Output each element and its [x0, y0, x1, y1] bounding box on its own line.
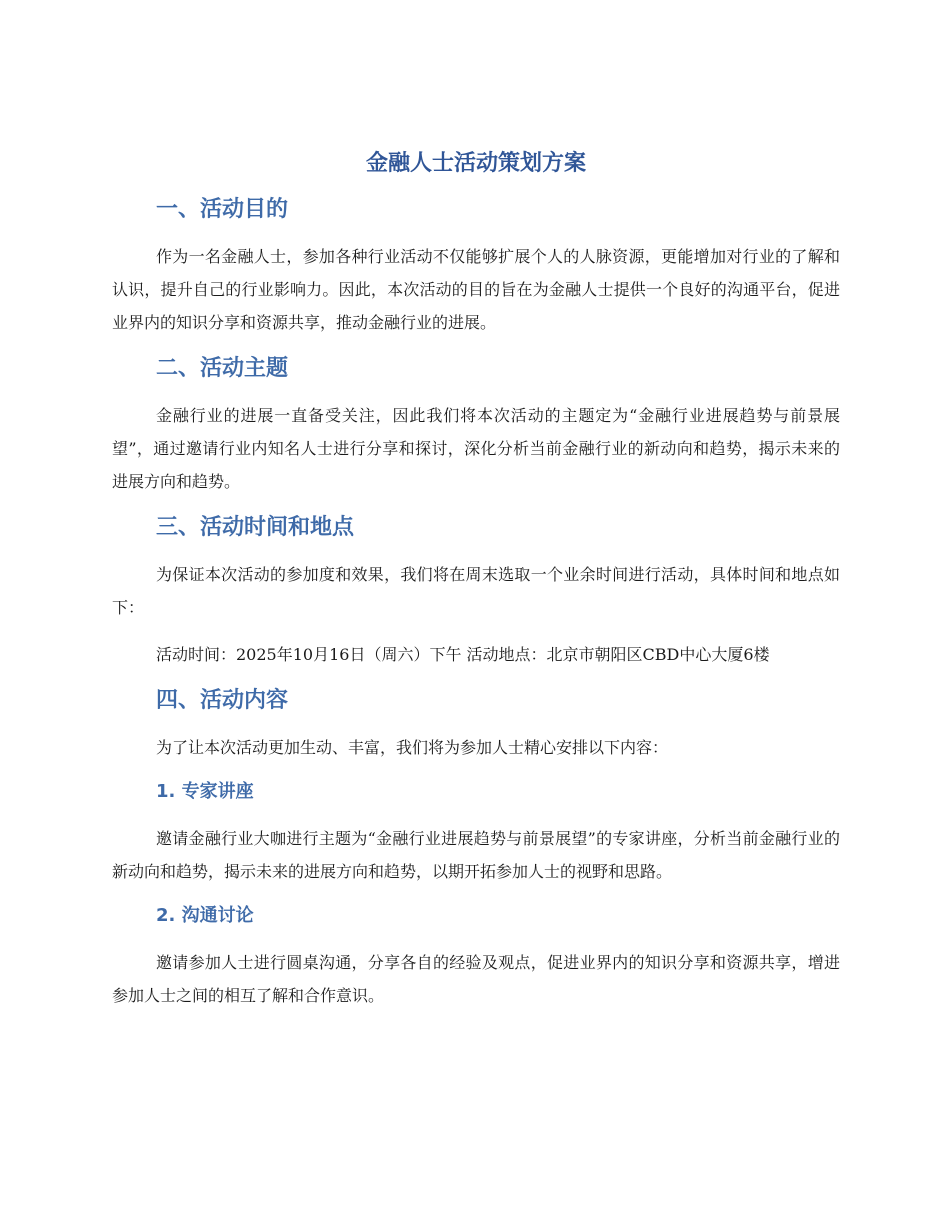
document-title: 金融人士活动策划方案 [365, 151, 586, 176]
subsection-heading-expert-lecture: 1. 专家讲座 [156, 781, 254, 802]
section-paragraph: 为保证本次活动的参加度和效果，我们将在周末选取一个业余时间进行活动，具体时间和地点如下： [112, 565, 840, 617]
section-heading-theme: 二、活动主题 [156, 356, 289, 381]
section-heading-time-location: 三、活动时间和地点 [156, 515, 355, 540]
section-paragraph: 作为一名金融人士，参加各种行业活动不仅能够扩展个人的人脉资源，更能增加对行业的了解和认识，提升自己的行业影响力。因此，本次活动的目的旨在为金融人士提供一个良好的沟通平台，促进业界内的知识分享和资源共享，推动金融行业的进展。 [112, 247, 840, 332]
subsection-heading-discussion: 2. 沟通讨论 [156, 905, 254, 926]
section-paragraph: 为了让本次活动更加生动、丰富，我们将为参加人士精心安排以下内容： [156, 738, 669, 757]
document-content [112, 146, 840, 1026]
time-location-paragraph: 活动时间：2025年10月16日（周六）下午 活动地点：北京市朝阳区CBD中心大厦6楼 [156, 645, 770, 664]
subsection-paragraph: 邀请金融行业大咖进行主题为“金融行业进展趋势与前景展望”的专家讲座，分析当前金融行业的新动向和趋势，揭示未来的进展方向和趋势，以期开拓参加人士的视野和思路。 [112, 829, 840, 881]
subsection-paragraph: 邀请参加人士进行圆桌沟通，分享各自的经验及观点，促进业界内的知识分享和资源共享，增进参加人士之间的相互了解和合作意识。 [112, 953, 840, 1005]
section-paragraph: 金融行业的进展一直备受关注，因此我们将本次活动的主题定为“金融行业进展趋势与前景展望”，通过邀请行业内知名人士进行分享和探讨，深化分析当前金融行业的新动向和趋势，揭示未来的进展方向和趋势。 [112, 406, 840, 491]
section-heading-content: 四、活动内容 [156, 688, 289, 713]
section-heading-purpose: 一、活动目的 [156, 197, 289, 222]
